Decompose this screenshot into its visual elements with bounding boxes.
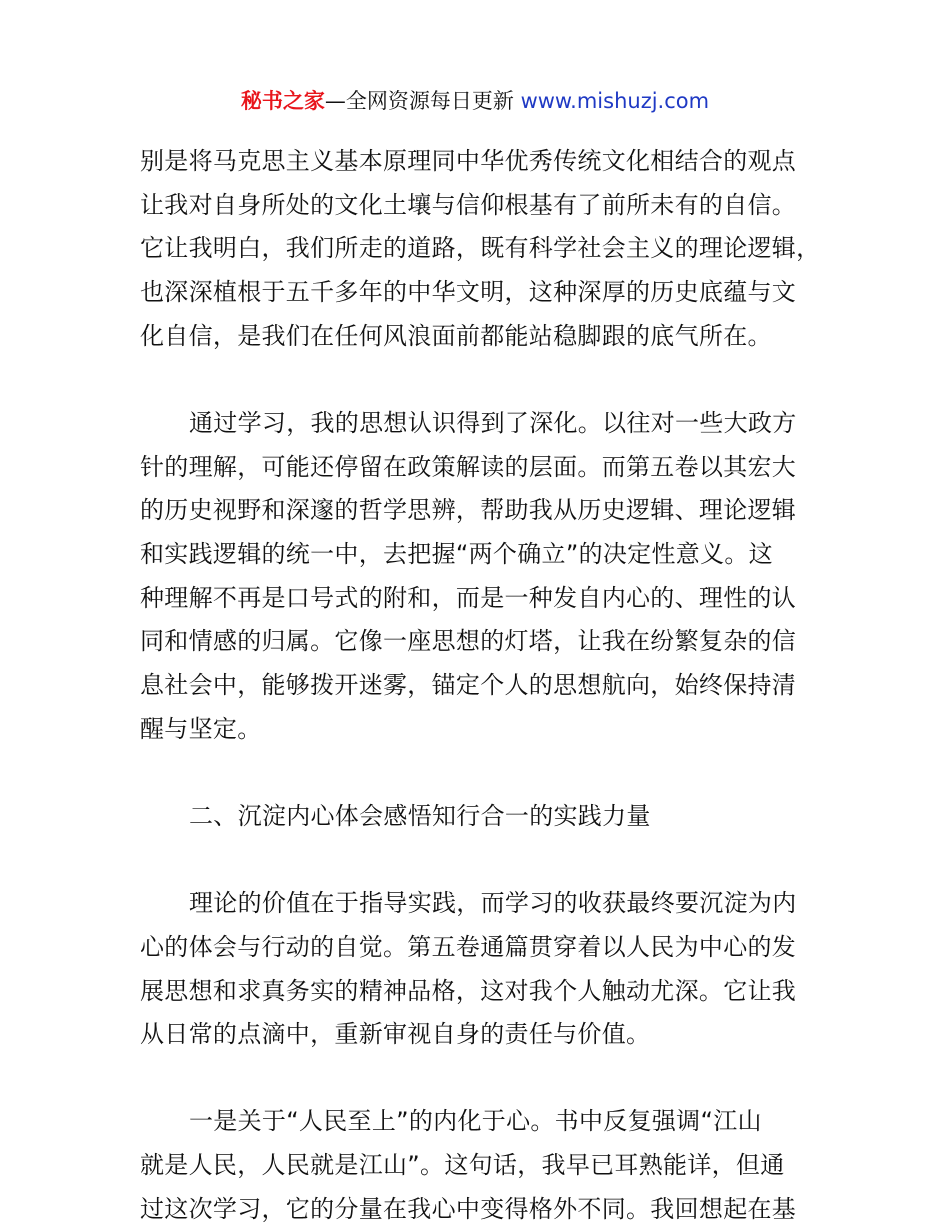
text-line: 针的理解，可能还停留在政策解读的层面。而第五卷以其宏大 <box>140 452 797 481</box>
text-line: 别是将马克思主义基本原理同中华优秀传统文化相结合的观点 <box>140 147 797 175</box>
text-line: 展思想和求真务实的精神品格，这对我个人触动尤深。它让我 <box>140 976 797 1005</box>
text-line: 一是关于“人民至上”的内化于心。书中反复强调“江山 <box>189 1107 762 1136</box>
text-line: 它让我明白，我们所走的道路，既有科学社会主义的理论逻辑， <box>140 234 821 263</box>
text-line: 种理解不再是口号式的附和，而是一种发自内心的、理性的认 <box>140 583 797 612</box>
text-line: 和实践逻辑的统一中，去把握“两个确立”的决定性意义。这 <box>140 540 773 568</box>
heading-line: 二、沉淀内心体会感悟知行合一的实践力量 <box>189 801 651 830</box>
paragraph-gap <box>140 358 820 402</box>
paragraph <box>140 140 820 358</box>
text-line: 也深深植根于五千多年的中华文明，这种深厚的历史底蕴与文 <box>140 278 797 307</box>
text-line: 醒与坚定。 <box>140 714 262 743</box>
text-line: 通过学习，我的思想认识得到了深化。以往对一些大政方 <box>189 408 797 437</box>
text-line: 的历史视野和深邃的哲学思辨，帮助我从历史逻辑、理论逻辑 <box>140 496 797 525</box>
text-line: 过这次学习，它的分量在我心中变得格外不同。我回想起在基 <box>140 1194 797 1223</box>
text-line: 息社会中，能够拨开迷雾，锚定个人的思想航向，始终保持清 <box>140 671 797 700</box>
paragraph <box>140 402 820 752</box>
paragraph-gap <box>140 1057 820 1101</box>
text-line: 让我对自身所处的文化土壤与信仰根基有了前所未有的自信。 <box>140 190 797 219</box>
brand-name: 秘书之家 <box>240 89 325 113</box>
paragraph <box>140 882 820 1057</box>
document-body <box>140 140 820 1231</box>
text-line: 同和情感的归属。它像一座思想的灯塔，让我在纷繁复杂的信 <box>140 627 797 656</box>
text-line: 心的体会与行动的自觉。第五卷通篇贯穿着以人民为中心的发 <box>140 932 797 961</box>
text-line: 化自信，是我们在任何风浪面前都能站稳脚跟的底气所在。 <box>140 321 772 350</box>
paragraph <box>140 1100 820 1231</box>
site-header <box>0 86 950 116</box>
section-heading <box>140 795 820 839</box>
header-tagline: —全网资源每日更新 <box>324 89 514 113</box>
text-line: 就是人民，人民就是江山”。这句话，我早已耳熟能详，但通 <box>140 1151 785 1180</box>
text-line: 理论的价值在于指导实践，而学习的收获最终要沉淀为内 <box>189 889 797 918</box>
paragraph-gap <box>140 751 820 795</box>
text-line: 从日常的点滴中，重新审视自身的责任与价值。 <box>140 1020 651 1049</box>
site-url-link[interactable]: www.mishuzj.com <box>520 89 710 113</box>
paragraph-gap <box>140 839 820 883</box>
